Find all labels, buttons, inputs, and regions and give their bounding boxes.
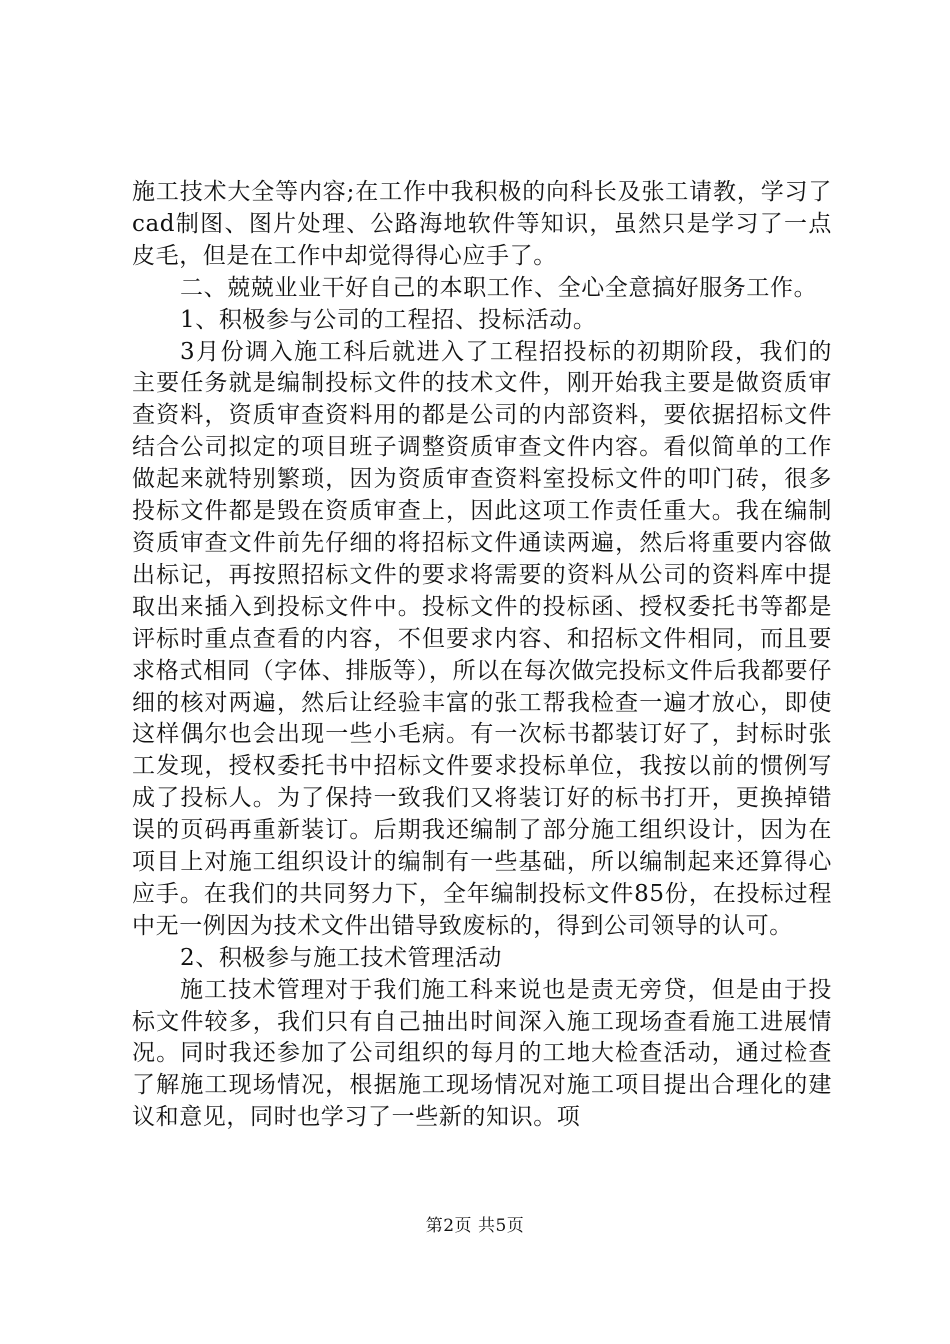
subheading-1: 1、积极参与公司的工程招、投标活动。	[180, 306, 597, 333]
document-body	[132, 177, 832, 1134]
paragraph-bidding: 3月份调入施工科后就进入了工程招投标的初期阶段，我们的主要任务就是编制投标文件的技术文件，刚开始我主要是做资质审查资料，资质审查资料用的都是公司的内部资料，要依据招标文件结合公司拟定的项目班子调整资质审查文件内容。看似简单的工作做起来就特别繁琐，因为资质审查资料室投标文件的叩门砖，很多投标文件都是毁在资质审查上，因此这项工作责任重大。我在编制资质审查文件前先仔细的将招标文件通读两遍，然后将重要内容做出标记，再按照招标文件的要求将需要的资料从公司的资料库中提取出来插入到投标文件中。投标文件的投标函、授权委托书等都是评标时重点查看的内容，不但要求内容、和招标文件相同，而且要求格式相同（字体、排版等），所以在每次做完投标文件后我都要仔细的核对两遍，然后让经验丰富的张工帮我检查一遍才放心，即使这样偶尔也会出现一些小毛病。有一次标书都装订好了，封标时张工发现，授权委托书中招标文件要求投标单位，我按以前的惯例写成了投标人。为了保持一致我们又将装订好的标书打开，更换掉错误的页码再重新装订。后期我还编制了部分施工组织设计，因为在项目上对施工组织设计的编制有一些基础，所以编制起来还算得心应手。在我们的共同努力下，全年编制投标文件85份，在投标过程中无一例因为技术文件出错导致废标的，得到公司领导的认可。	[132, 338, 832, 939]
page-number: 第2页 共5页	[425, 1216, 525, 1236]
section-heading-2: 二、兢兢业业干好自己的本职工作、全心全意搞好服务工作。	[180, 274, 818, 301]
subheading-2: 2、积极参与施工技术管理活动	[180, 944, 503, 971]
paragraph-tech-management: 施工技术管理对于我们施工科来说也是责无旁贷，但是由于投标文件较多，我们只有自己抽出时间深入施工现场查看施工进展情况。同时我还参加了公司组织的每月的工地大检查活动，通过检查了解施工现场情况，根据施工现场情况对施工项目提出合理化的建议和意见，同时也学习了一些新的知识。项	[132, 976, 832, 1131]
paragraph-continuation: 施工技术大全等内容;在工作中我积极的向科长及张工请教，学习了cad制图、图片处理、公路海地软件等知识，虽然只是学习了一点皮毛，但是在工作中却觉得得心应手了。	[132, 179, 832, 269]
page-footer	[0, 1214, 950, 1238]
